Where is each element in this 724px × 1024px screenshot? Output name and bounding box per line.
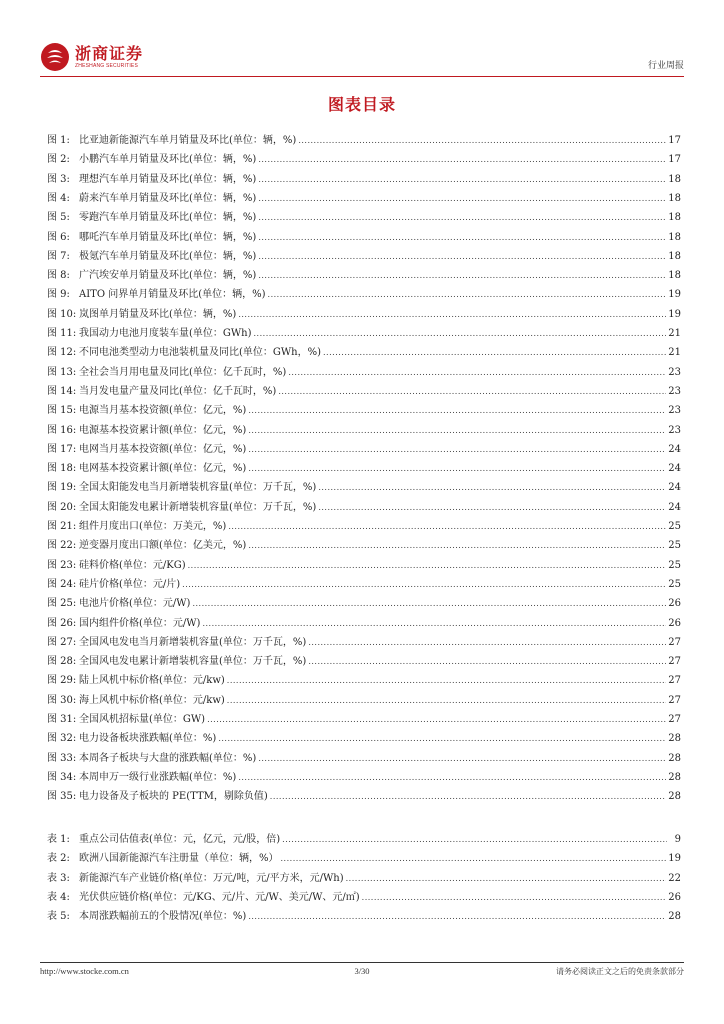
toc-entry-title: 全社会当月用电量及同比(单位：亿千瓦时，%) [79,367,287,378]
figure-entry[interactable] [47,172,681,188]
toc-entry-title: 电网当月基本投资额(单位：亿元，%) [79,444,247,455]
toc-leader-dots [238,307,666,323]
table-entry[interactable] [47,871,681,887]
figure-entry[interactable] [47,268,681,284]
toc-entry-page: 24 [668,502,681,513]
toc-entry-page: 25 [668,579,681,590]
toc-entry-title: 硅片价格(单位：元/片) [79,579,181,590]
header-divider [40,76,684,77]
toc-entry-title: 全国风机招标量(单位：GW) [79,714,206,725]
toc-entry-title: 本周申万一级行业涨跌幅(单位：%) [79,772,237,783]
table-entry[interactable] [47,832,681,848]
toc-entry-label: 图 31: [47,714,77,725]
toc-entry-page: 18 [668,193,681,204]
toc-entry-page: 18 [668,270,681,281]
toc-entry-page: 19 [668,309,681,320]
toc-entry-title: 重点公司估值表(单位：元，亿元，元/股，倍) [79,834,281,845]
figure-entry[interactable] [47,423,681,439]
toc-entry-title: 本周各子板块与大盘的涨跌幅(单位：%) [79,753,257,764]
toc-entry-page: 18 [668,251,681,262]
toc-entry-title: 当月发电量产量及同比(单位：亿千瓦时，%) [79,386,277,397]
toc-entry-label: 图 35: [47,791,77,802]
toc-entry-label: 图 28: [47,656,77,667]
toc-entry-title: 欧洲八国新能源汽车注册量（单位：辆，%） [79,853,279,864]
toc-entry-title: 全国太阳能发电当月新增装机容量(单位：万千瓦，%) [79,482,317,493]
table-entry[interactable] [47,909,681,925]
figure-entry[interactable] [47,230,681,246]
figure-entry[interactable] [47,616,681,632]
toc-entry-title: 电力设备板块涨跌幅(单位：%) [79,733,217,744]
toc-leader-dots [308,654,666,670]
toc-entry-label: 图 4: [47,193,70,204]
footer-disclaimer: 请务必阅读正文之后的免责条款部分 [556,967,684,976]
toc-leader-dots [258,249,666,265]
toc-entry-page: 28 [668,791,681,802]
toc-leader-dots [227,693,666,709]
toc-entry-label: 图 23: [47,560,77,571]
figure-entry[interactable] [47,770,681,786]
brand-name-cn: 浙商证券 [75,43,144,63]
toc-entry-page: 18 [668,232,681,243]
toc-leader-dots [282,832,667,848]
toc-leader-dots [238,770,666,786]
toc-entry-page: 26 [668,892,681,903]
toc-entry-label: 图 7: [47,251,70,262]
toc-entry-title: 比亚迪新能源汽车单月销量及环比(单位：辆，%) [79,135,297,146]
toc-entry-page: 27 [668,675,681,686]
figure-entry[interactable] [47,731,681,747]
toc-entry-page: 24 [668,444,681,455]
toc-entry-label: 图 13: [47,367,77,378]
toc-entry-label: 图 12: [47,347,77,358]
toc-entry-label: 表 1: [47,834,70,845]
toc-entry-title: 电池片价格(单位：元/W) [79,598,191,609]
toc-entry-title: 蔚来汽车单月销量及环比(单位：辆，%) [79,193,257,204]
toc-leader-dots [346,871,667,887]
toc-entry-page: 23 [668,386,681,397]
toc-entry-page: 23 [668,405,681,416]
footer-divider [40,962,684,963]
toc-entry-title: 陆上风机中标价格(单位：元/kw) [79,675,225,686]
toc-entry-title: 国内组件价格(单位：元/W) [79,618,201,629]
page-header [40,42,684,74]
toc-leader-dots [288,365,666,381]
toc-entry-title: 我国动力电池月度装车量(单位：GWh) [79,328,252,339]
toc-leader-dots [258,172,666,188]
toc-entry-label: 图 22: [47,540,77,551]
toc-entry-title: 新能源汽车产业链价格(单位：万元/吨，元/平方米，元/Wh) [79,873,344,884]
toc-entry-title: 岚图单月销量及环比(单位：辆，%) [79,309,237,320]
toc-entry-page: 27 [668,637,681,648]
toc-entry-label: 图 25: [47,598,77,609]
toc-entry-title: 电源基本投资累计额(单位：亿元，%) [79,425,247,436]
toc-entry-title: 小鹏汽车单月销量及环比(单位：辆，%) [79,154,257,165]
toc-entry-page: 22 [668,873,681,884]
toc-entry-page: 23 [668,425,681,436]
toc-entry-label: 图 16: [47,425,77,436]
toc-entry-title: 全国太阳能发电累计新增装机容量(单位：万千瓦，%) [79,502,317,513]
figure-entry[interactable] [47,345,681,361]
toc-entry-label: 图 15: [47,405,77,416]
toc-entry-label: 图 21: [47,521,77,532]
figure-entry[interactable] [47,519,681,535]
figure-entry[interactable] [47,693,681,709]
toc-entry-label: 图 11: [47,328,77,339]
figure-entry[interactable] [47,287,681,303]
figure-entry[interactable] [47,365,681,381]
toc-leader-dots [258,751,666,767]
toc-entry-page: 19 [668,289,681,300]
toc-entry-page: 28 [668,772,681,783]
figure-entry[interactable] [47,538,681,554]
toc-leader-dots [248,423,666,439]
toc-entry-title: 全国风电发电累计新增装机容量(单位：万千瓦，%) [79,656,307,667]
toc-entry-page: 28 [668,753,681,764]
toc-entry-title: 本周涨跌幅前五的个股情况(单位：%) [79,911,247,922]
figure-entry[interactable] [47,326,681,342]
toc-leader-dots [270,789,666,805]
figure-entry[interactable] [47,500,681,516]
toc-entry-label: 图 6: [47,232,70,243]
toc-entry-label: 图 14: [47,386,77,397]
toc-leader-dots [258,230,666,246]
toc-leader-dots [248,538,666,554]
toc-entry-label: 表 4: [47,892,70,903]
figure-entry[interactable] [47,577,681,593]
figure-entry[interactable] [47,673,681,689]
figure-entry[interactable] [47,133,681,149]
toc-entry-title: 电源当月基本投资额(单位：亿元，%) [79,405,247,416]
toc-leader-dots [278,384,666,400]
toc-entry-label: 图 18: [47,463,77,474]
page-title: 图表目录 [327,95,396,114]
brand-name-en: ZHESHANG SECURITIES [75,62,138,69]
toc-leader-dots [228,519,666,535]
toc-entry-label: 图 19: [47,482,77,493]
toc-entry-title: 光伏供应链价格(单位：元/KG、元/片、元/W、美元/W、元/㎡) [79,892,360,903]
toc-entry-page: 21 [668,328,681,339]
toc-entry-page: 25 [668,540,681,551]
toc-entry-page: 24 [668,463,681,474]
toc-leader-dots [248,442,666,458]
toc-leader-dots [318,500,666,516]
toc-entry-label: 图 32: [47,733,77,744]
toc-entry-page: 17 [668,154,681,165]
toc-entry-page: 18 [668,212,681,223]
figure-entry[interactable] [47,152,681,168]
figure-entry[interactable] [47,654,681,670]
figure-entry[interactable] [47,635,681,651]
toc-entry-label: 图 3: [47,174,70,185]
toc-leader-dots [281,851,667,867]
toc-leader-dots [258,268,666,284]
toc-entry-label: 图 5: [47,212,70,223]
toc-entry-title: 零跑汽车单月销量及环比(单位：辆，%) [79,212,257,223]
toc-leader-dots [258,210,666,226]
toc-entry-label: 图 29: [47,675,77,686]
toc-entry-label: 图 1: [47,135,70,146]
toc-entry-label: 图 20: [47,502,77,513]
report-category: 行业周报 [647,61,684,71]
toc-entry-label: 图 8: [47,270,70,281]
figure-entry[interactable] [47,307,681,323]
toc-leader-dots [308,635,666,651]
toc-entry-title: 电网基本投资累计额(单位：亿元，%) [79,463,247,474]
toc-entry-page: 28 [668,911,681,922]
toc-entry-label: 图 9: [47,289,70,300]
toc-leader-dots [227,673,666,689]
toc-leader-dots [258,191,666,207]
footer-page-number: 3/30 [354,966,370,976]
toc-entry-title: 哪吒汽车单月销量及环比(单位：辆，%) [79,232,257,243]
toc-entry-page: 24 [668,482,681,493]
toc-entry-title: 海上风机中标价格(单位：元/kw) [79,695,225,706]
toc-leader-dots [207,712,666,728]
toc-entry-page: 26 [668,598,681,609]
figure-entry[interactable] [47,558,681,574]
toc-entry-title: 逆变器月度出口额(单位：亿美元，%) [79,540,247,551]
toc-entry-title: 组件月度出口(单位：万美元，%) [79,521,227,532]
footer-url[interactable]: http://www.stocke.com.cn [40,966,129,976]
toc-leader-dots [318,480,666,496]
toc-entry-title: AITO 问界单月销量及环比(单位：辆，%) [79,289,266,300]
toc-leader-dots [254,326,667,342]
figure-entry[interactable] [47,789,681,805]
toc-entry-page: 27 [668,656,681,667]
toc-entry-page: 27 [668,714,681,725]
toc-leader-dots [192,596,666,612]
figure-entry[interactable] [47,249,681,265]
table-entry[interactable] [47,890,681,906]
brand-logo-icon [40,42,70,72]
toc-entry-label: 图 27: [47,637,77,648]
toc-leader-dots [298,133,666,149]
toc-entry-title: 硅料价格(单位：元/KG) [79,560,186,571]
toc-entry-label: 图 2: [47,154,70,165]
figure-entry[interactable] [47,596,681,612]
figure-entry[interactable] [47,712,681,728]
toc-entry-label: 图 33: [47,753,77,764]
figure-entry[interactable] [47,442,681,458]
toc-leader-dots [218,731,666,747]
toc-entry-page: 21 [668,347,681,358]
toc-leader-dots [268,287,667,303]
figure-entry[interactable] [47,384,681,400]
figure-entry[interactable] [47,461,681,477]
toc-leader-dots [182,577,666,593]
toc-entry-page: 28 [668,733,681,744]
toc-entry-page: 25 [668,560,681,571]
toc-entry-page: 17 [668,135,681,146]
toc-entry-title: 理想汽车单月销量及环比(单位：辆，%) [79,174,257,185]
toc-leader-dots [188,558,667,574]
brand-logo[interactable] [40,42,143,72]
figure-entry[interactable] [47,480,681,496]
toc-leader-dots [248,403,666,419]
toc-leader-dots [362,890,667,906]
table-entry[interactable] [47,851,681,867]
toc-entry-title: 全国风电发电当月新增装机容量(单位：万千瓦，%) [79,637,307,648]
figure-entry[interactable] [47,210,681,226]
toc-entry-page: 23 [668,367,681,378]
toc-entry-page: 19 [668,853,681,864]
toc-leader-dots [248,461,666,477]
toc-entry-label: 图 17: [47,444,77,455]
toc-entry-label: 图 34: [47,772,77,783]
toc-entry-title: 广汽埃安单月销量及环比(单位：辆，%) [79,270,257,281]
toc-leader-dots [248,909,666,925]
toc-leader-dots [258,152,666,168]
toc-entry-label: 表 3: [47,873,70,884]
toc-entry-page: 25 [668,521,681,532]
toc-entry-label: 图 30: [47,695,77,706]
toc-entry-label: 图 26: [47,618,77,629]
toc-entry-title: 极氪汽车单月销量及环比(单位：辆，%) [79,251,257,262]
toc-leader-dots [202,616,666,632]
toc-entry-label: 图 24: [47,579,77,590]
toc-entry-page: 26 [668,618,681,629]
toc-leader-dots [323,345,666,361]
figure-entry[interactable] [47,191,681,207]
toc-entry-title: 电力设备及子板块的 PE(TTM，剔除负值) [79,791,268,802]
toc-entry-page: 27 [668,695,681,706]
toc-entry-page: 9 [674,834,681,845]
toc-entry-label: 表 5: [47,911,70,922]
toc-entry-page: 18 [668,174,681,185]
toc-entry-label: 表 2: [47,853,70,864]
toc-entry-title: 不同电池类型动力电池装机量及同比(单位：GWh，%) [79,347,322,358]
figure-entry[interactable] [47,403,681,419]
figure-entry[interactable] [47,751,681,767]
toc-entry-label: 图 10: [47,309,77,320]
